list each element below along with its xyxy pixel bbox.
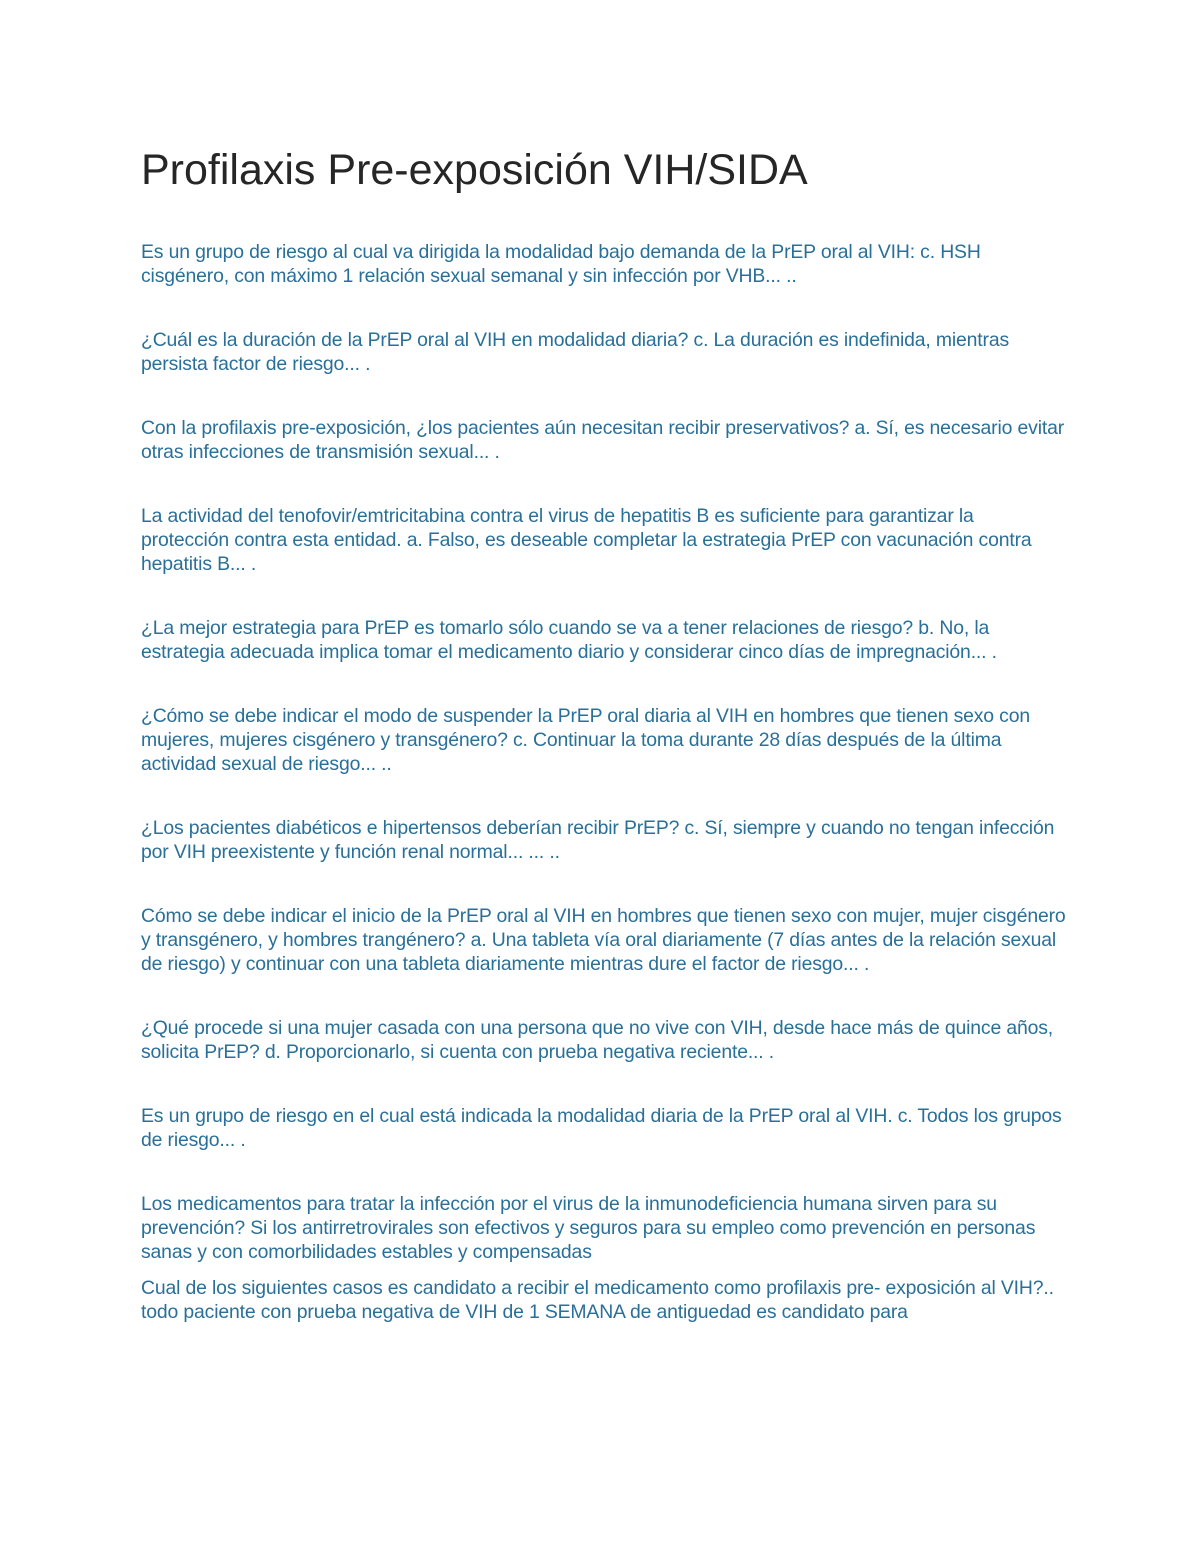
paragraph-4: La actividad del tenofovir/emtricitabina contra el virus de hepatitis B es suficiente para garantizar la protección contra esta entidad. a. Falso, es deseable completar la estrategia PrEP con vacunación contra hepatitis B... . [141,505,1032,575]
paragraph-5: ¿La mejor estrategia para PrEP es tomarlo sólo cuando se va a tener relaciones de riesgo? b. No, la estrategia adecuada implica tomar el medicamento diario y considerar cinco días de impregnación... . [141,617,997,663]
document-title: Profilaxis Pre-exposición VIH/SIDA [141,146,808,194]
paragraph-2: ¿Cuál es la duración de la PrEP oral al VIH en modalidad diaria? c. La duración es indefinida, mientras persista factor de riesgo... . [141,329,1010,375]
paragraph-8: Cómo se debe indicar el inicio de la PrEP oral al VIH en hombres que tienen sexo con mujer, mujer cisgénero y transgénero, y hombres trangénero? a. Una tableta vía oral diariamente (7 días antes de la relación sexual de riesgo) y continuar con una tableta diariamente mientras dure el factor de riesgo... . [141,905,1066,975]
paragraph-3: Con la profilaxis pre-exposición, ¿los pacientes aún necesitan recibir preservativos? a. Sí, es necesario evitar otras infecciones de transmisión sexual... . [141,417,1065,463]
document-page [141,140,1066,1324]
paragraph-10: Es un grupo de riesgo en el cual está indicada la modalidad diaria de la PrEP oral al VIH. c. Todos los grupos de riesgo... . [141,1105,1062,1151]
paragraph-7: ¿Los pacientes diabéticos e hipertensos deberían recibir PrEP? c. Sí, siempre y cuando no tengan infección por VIH preexistente y función renal normal... ... .. [141,817,1055,863]
paragraph-9: ¿Qué procede si una mujer casada con una persona que no vive con VIH, desde hace más de quince años, solicita PrEP? d. Proporcionarlo, si cuenta con prueba negativa reciente... . [141,1017,1054,1063]
paragraph-6: ¿Cómo se debe indicar el modo de suspender la PrEP oral diaria al VIH en hombres que tienen sexo con mujeres, mujeres cisgénero y transgénero? c. Continuar la toma durante 28 días después de la última actividad sexual de riesgo... .. [141,705,1030,775]
paragraph-12: Cual de los siguientes casos es candidato a recibir el medicamento como profilaxis pre- exposición al VIH?.. todo paciente con prueba negativa de VIH de 1 SEMANA de antiguedad es candidato para [141,1277,1054,1323]
paragraph-1: Es un grupo de riesgo al cual va dirigida la modalidad bajo demanda de la PrEP oral al VIH: c. HSH cisgénero, con máximo 1 relación sexual semanal y sin infección por VHB... .. [141,241,981,287]
paragraph-11: Los medicamentos para tratar la infección por el virus de la inmunodeficiencia humana sirven para su prevención? Si los antirretrovirales son efectivos y seguros para su empleo como prevención en personas sanas y con comorbilidades estables y compensadas [141,1193,1036,1263]
